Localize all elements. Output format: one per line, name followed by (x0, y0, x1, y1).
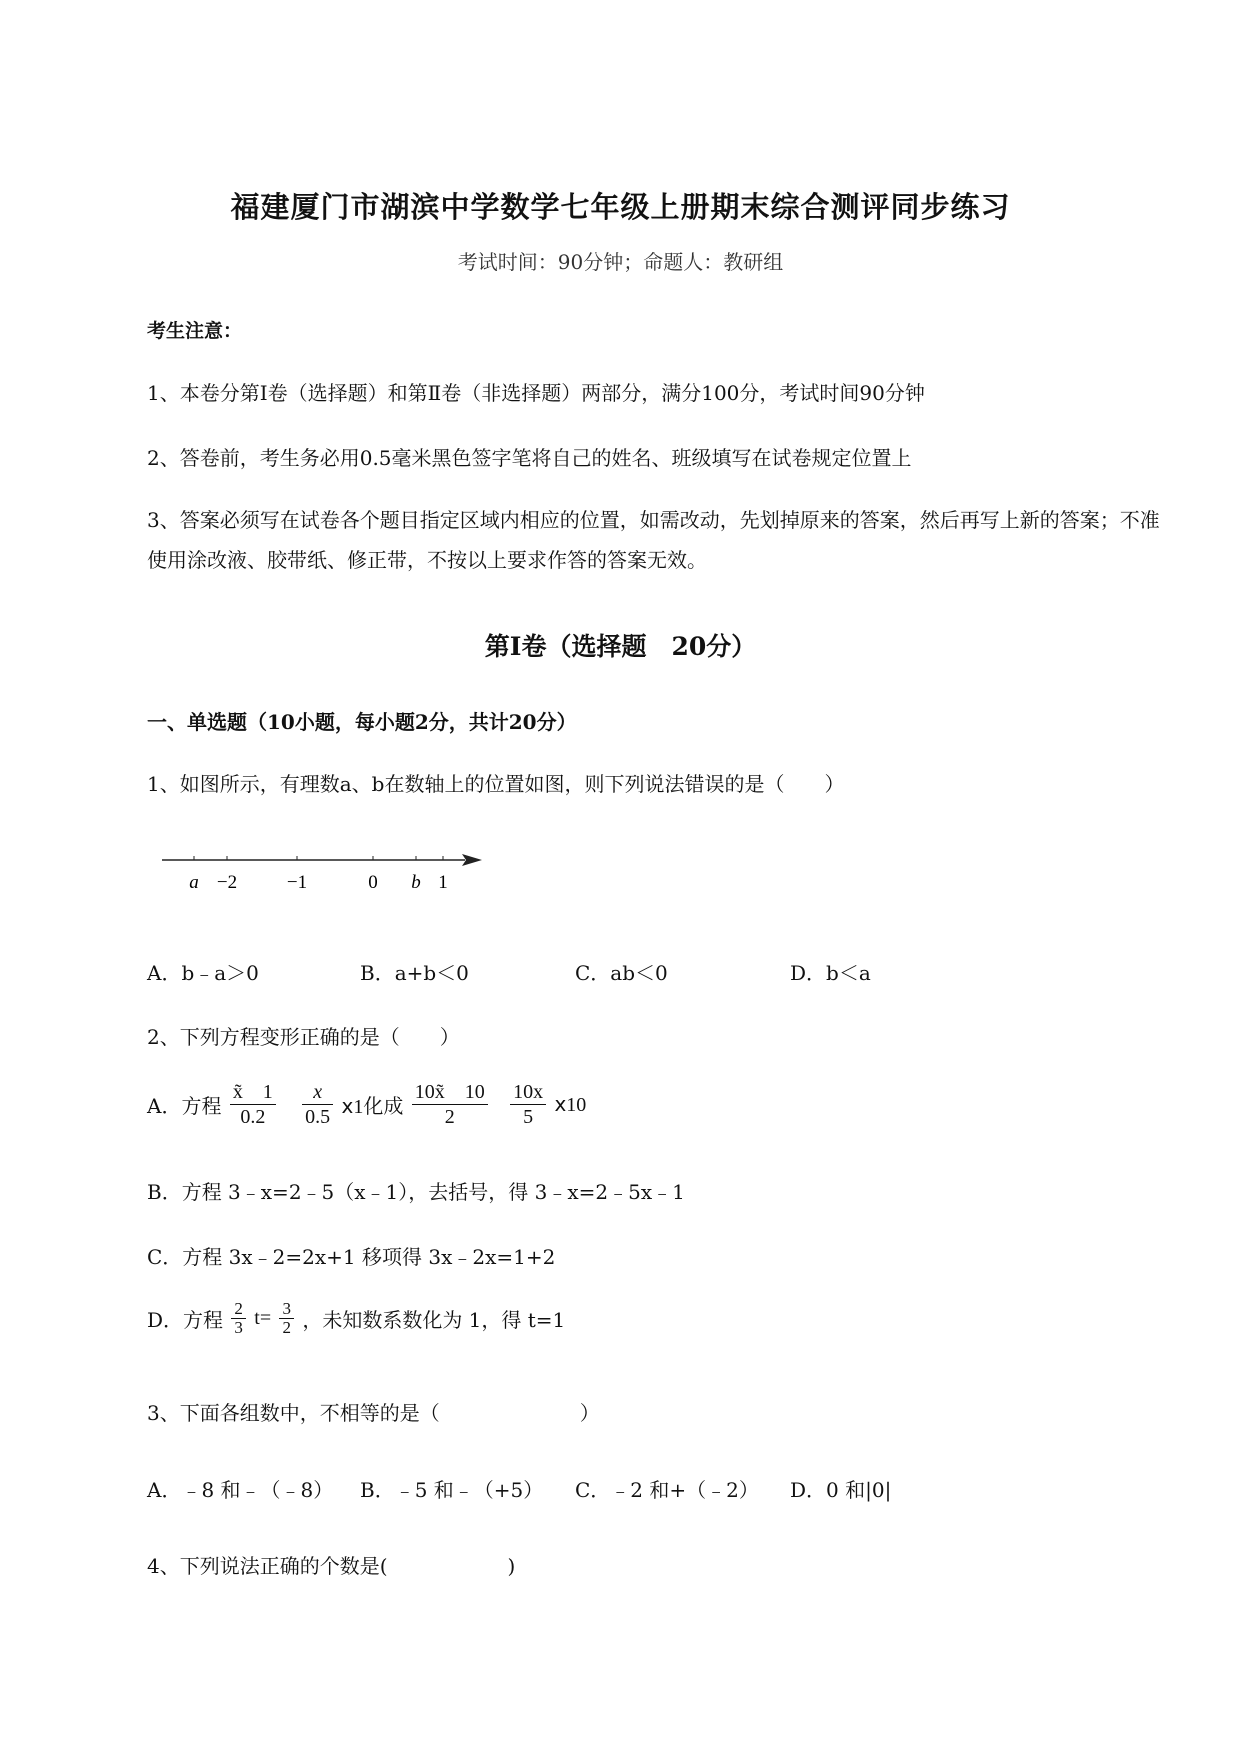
fraction-denominator: 2 (444, 1106, 455, 1128)
notice-item-2: 2、答卷前，考生务必用0.5毫米黑色签字笔将自己的姓名、班级填写在试卷规定位置上 (147, 446, 912, 470)
fraction (279, 1300, 294, 1337)
fraction (231, 1300, 246, 1337)
label-0: 0 (368, 872, 378, 892)
q3-option-c[interactable]: C．﹣2 和+（﹣2） (575, 1478, 759, 1502)
q2d-middle: t= (254, 1307, 272, 1329)
label-b: b (411, 872, 421, 892)
fraction-denominator: 0.5 (305, 1106, 331, 1128)
fraction-denominator: 5 (523, 1106, 534, 1128)
q1-option-a[interactable]: A．b﹣a＞0 (147, 961, 259, 985)
fraction (412, 1080, 488, 1129)
q1-option-c[interactable]: C．ab＜0 (575, 961, 668, 985)
q2a-prefix: A．方程 (147, 1094, 222, 1118)
fraction-numerator: 10x̃ 10 (412, 1080, 488, 1105)
q2a-middle: ⅹ1化成 (341, 1096, 404, 1118)
section-heading: 第I卷（选择题 20分） (484, 632, 757, 661)
label-minus-2: −2 (216, 872, 238, 892)
q1-option-b[interactable]: B．a+b＜0 (360, 961, 469, 985)
question-3-stem: 3、下面各组数中，不相等的是（ ） (147, 1401, 600, 1425)
fraction (230, 1080, 276, 1129)
q3-option-a[interactable]: A．﹣8 和﹣（﹣8） (147, 1478, 334, 1502)
q2-option-d[interactable] (147, 1300, 565, 1337)
question-4-stem: 4、下列说法正确的个数是( ) (147, 1554, 516, 1578)
fraction-numerator: 3 (279, 1300, 294, 1319)
question-2-stem: 2、下列方程变形正确的是（ ） (147, 1025, 460, 1049)
document-title: 福建厦门市湖滨中学数学七年级上册期末综合测评同步练习 (230, 190, 1011, 224)
q3-option-d[interactable]: D．0 和|0| (790, 1478, 892, 1502)
label-a: a (189, 872, 199, 892)
q2-option-a[interactable] (147, 1080, 586, 1129)
q3-option-b[interactable]: B．﹣5 和﹣（+5） (360, 1478, 544, 1502)
q2-option-c[interactable]: C．方程 3x﹣2=2x+1 移项得 3x﹣2x=1+2 (147, 1245, 556, 1269)
q1-option-d[interactable]: D．b＜a (790, 961, 871, 985)
fraction-denominator: 2 (282, 1318, 291, 1337)
fraction (510, 1080, 546, 1129)
label-1: 1 (438, 872, 448, 892)
fraction-denominator: 0.2 (240, 1106, 266, 1128)
q2d-prefix: D．方程 (147, 1308, 224, 1332)
fraction-numerator: 10x (510, 1080, 546, 1105)
fraction-numerator: x̃ 1 (230, 1080, 276, 1105)
notice-item-3: 3、答案必须写在试卷各个题目指定区域内相应的位置，如需改动，先划掉原来的答案，然后再写上新的答案；不准使用涂改液、胶带纸、修正带，不按以上要求作答的答案无效。 (147, 508, 1160, 572)
number-line-figure (160, 842, 490, 892)
fraction-numerator: 2 (231, 1300, 246, 1319)
q2-option-b[interactable]: B．方程 3﹣x=2﹣5（x﹣1），去括号，得 3﹣x=2﹣5x﹣1 (147, 1180, 685, 1204)
fraction-denominator: 3 (234, 1318, 243, 1337)
q2a-end: ⅹ10 (554, 1094, 587, 1116)
fraction-numerator: x (302, 1080, 333, 1105)
part-heading: 一、单选题（10小题，每小题2分，共计20分） (147, 710, 577, 734)
fraction (302, 1080, 333, 1129)
exam-info: 考试时间：90分钟；命题人：教研组 (457, 250, 784, 274)
notice-item-1: 1、本卷分第I卷（选择题）和第Ⅱ卷（非选择题）两部分，满分100分，考试时间90分钟 (147, 381, 925, 405)
notice-heading: 考生注意： (147, 320, 243, 342)
question-1-stem: 1、如图所示，有理数a、b在数轴上的位置如图，则下列说法错误的是（ ） (147, 772, 845, 796)
q2d-end: ，未知数系数化为 1，得 t=1 (302, 1308, 566, 1332)
label-minus-1: −1 (286, 872, 308, 892)
